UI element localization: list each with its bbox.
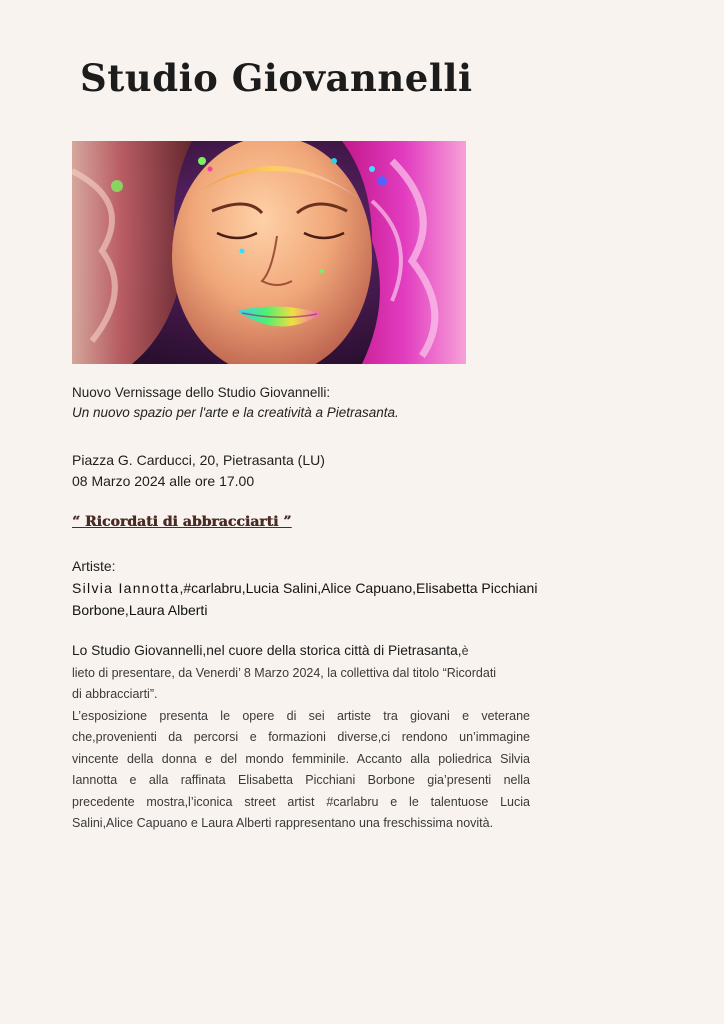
description-text: di abbracciarti”. — [72, 687, 158, 701]
intro-subtitle: Un nuovo spazio per l'arte e la creatività a Pietrasanta. — [72, 405, 399, 420]
description-text: L’esposizione presenta le opere di sei artiste tra giovani e veterane — [72, 708, 530, 723]
page-title: Studio Giovannelli — [80, 56, 473, 100]
description-text: Salini,Alice Capuano e Laura Alberti rappresentano una freschissima novità. — [72, 816, 494, 830]
description — [72, 640, 530, 835]
intro — [72, 383, 399, 423]
description-lead: Lo Studio Giovannelli,nel cuore della storica città di Pietrasanta, — [72, 643, 462, 658]
venue-info — [72, 450, 325, 492]
hero-image — [72, 141, 466, 364]
description-text: precedente mostra,l’iconica street artist #carlabru e le talentuose Lucia — [72, 794, 530, 809]
description-text: Iannotta e alla raffinata Elisabetta Picchiani Borbone gia’presenti nella — [72, 773, 530, 787]
address: Piazza G. Carducci, 20, Pietrasanta (LU) — [72, 452, 325, 468]
artist-name: Silvia Iannotta — [72, 580, 180, 596]
artists-list — [72, 577, 537, 621]
woman-portrait-artwork — [72, 141, 466, 364]
event-datetime: 08 Marzo 2024 alle ore 17.00 — [72, 473, 255, 489]
intro-line: Nuovo Vernissage dello Studio Giovannelli: — [72, 385, 331, 400]
description-text: vincente della donna e del mondo femminile. Accanto alla poliedrica Silvia — [72, 751, 530, 766]
description-text: lieto di presentare, da Venerdi’ 8 Marzo 2024, la collettiva dal titolo “Ricordati — [72, 665, 497, 680]
slogan: “ Ricordati di abbracciarti ” — [72, 514, 292, 530]
description-text: è — [461, 644, 469, 658]
artists-names: Borbone,Laura Alberti — [72, 602, 208, 618]
artists-label: Artiste: — [72, 558, 116, 574]
artists-names: ,#carlabru,Lucia Salini,Alice Capuano,Elisabetta Picchiani — [179, 580, 538, 596]
description-text: che,provenienti da percorsi e formazioni diverse,ci rendono un’immagine — [72, 730, 530, 744]
